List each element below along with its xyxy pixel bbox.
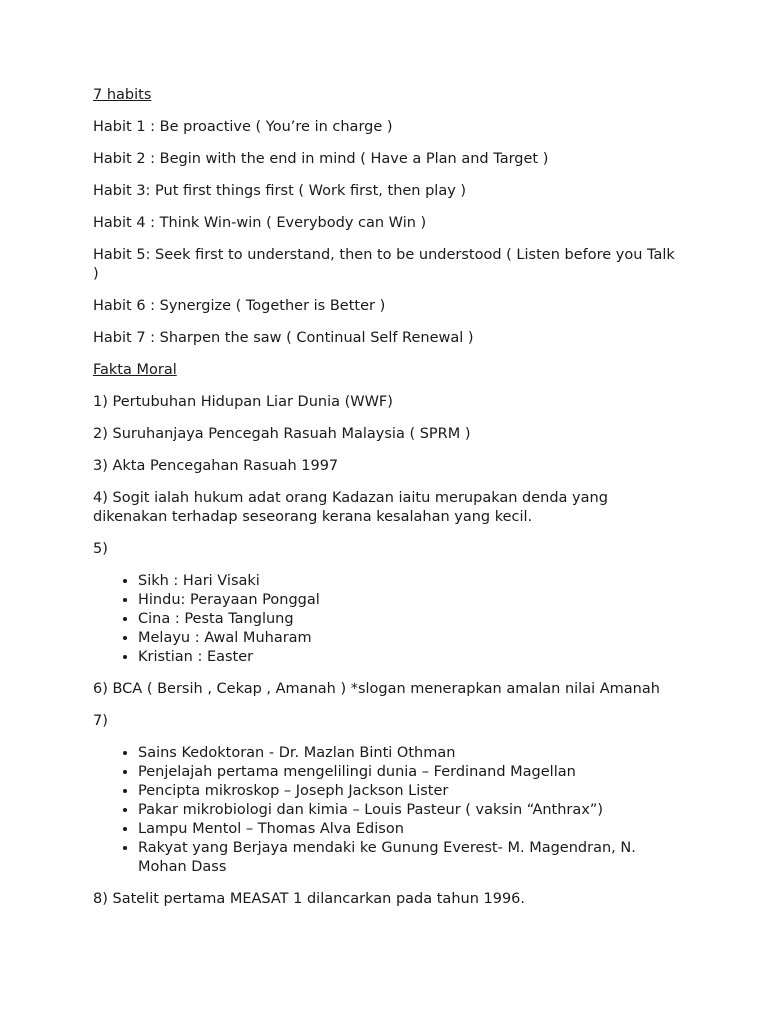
fakta-6: 6) BCA ( Bersih , Cekap , Amanah ) *slogan menerapkan amalan nilai Amanah: [93, 681, 660, 697]
list-item: • Kristian : Easter: [138, 648, 683, 667]
list-item: • Pakar mikrobiologi dan kimia – Louis Pasteur ( vaksin “Anthrax”): [138, 801, 683, 820]
list-item: • Hindu: Perayaan Ponggal: [138, 591, 683, 610]
fakta-4: 4) Sogit ialah hukum adat orang Kadazan iaitu merupakan denda yang dikenakan terhadap seseorang kerana kesalahan yang kecil.: [93, 490, 608, 525]
fakta-3: 3) Akta Pencegahan Rasuah 1997: [93, 458, 339, 474]
habit-4: Habit 4 : Think Win-win ( Everybody can Win ): [93, 215, 427, 231]
habit-7: Habit 7 : Sharpen the saw ( Continual Self Renewal ): [93, 330, 474, 346]
habit-5: Habit 5: Seek first to understand, then to be understood ( Listen before you Talk ): [93, 247, 675, 282]
fakta-1: 1) Pertubuhan Hidupan Liar Dunia (WWF): [93, 394, 393, 410]
habits-heading: 7 habits: [93, 87, 152, 103]
festival-list: [93, 572, 683, 667]
fakta-moral-heading: Fakta Moral: [93, 362, 177, 378]
habit-3: Habit 3: Put first things first ( Work first, then play ): [93, 183, 467, 199]
fakta-7-label: 7): [93, 713, 108, 729]
list-item: • Penjelajah pertama mengelilingi dunia – Ferdinand Magellan: [138, 763, 683, 782]
habit-2: Habit 2 : Begin with the end in mind ( Have a Plan and Target ): [93, 151, 549, 167]
list-item: • Pencipta mikroskop – Joseph Jackson Lister: [138, 782, 683, 801]
habit-1: Habit 1 : Be proactive ( You’re in charge ): [93, 119, 393, 135]
document-body: [93, 86, 683, 922]
habit-6: Habit 6 : Synergize ( Together is Better ): [93, 298, 386, 314]
fakta-5-label: 5): [93, 541, 108, 557]
list-item: • Sikh : Hari Visaki: [138, 572, 683, 591]
fakta-8: 8) Satelit pertama MEASAT 1 dilancarkan pada tahun 1996.: [93, 891, 526, 907]
list-item: • Sains Kedoktoran - Dr. Mazlan Binti Othman: [138, 744, 683, 763]
list-item: • Cina : Pesta Tanglung: [138, 610, 683, 629]
list-item: • Lampu Mentol – Thomas Alva Edison: [138, 820, 683, 839]
list-item: • Rakyat yang Berjaya mendaki ke Gunung Everest- M. Magendran, N. Mohan Dass: [138, 839, 683, 877]
tokoh-list: [93, 744, 683, 877]
list-item: • Melayu : Awal Muharam: [138, 629, 683, 648]
fakta-2: 2) Suruhanjaya Pencegah Rasuah Malaysia ( SPRM ): [93, 426, 471, 442]
